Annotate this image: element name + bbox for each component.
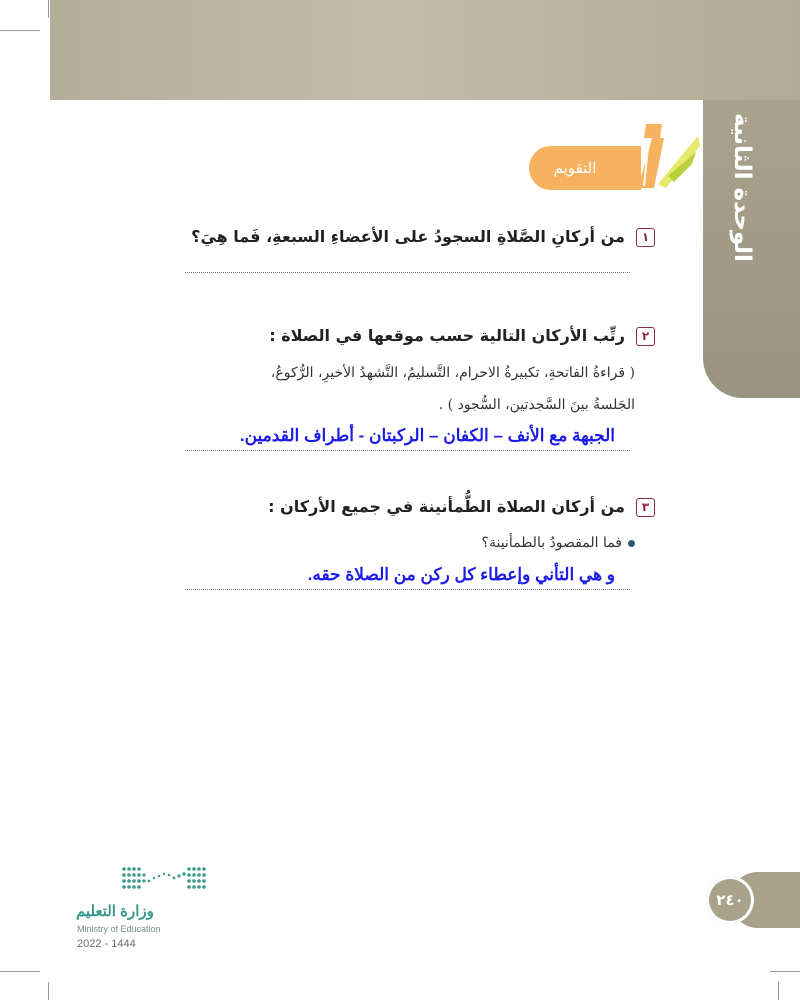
answer-line [185, 589, 630, 590]
answer-text: و هي التأني وإعطاء كل ركن من الصلاة حقه. [307, 565, 615, 584]
question-body-line: الجَلسةُ بينَ السَّجدتين، السُّجود ) . [438, 397, 635, 413]
header-band [50, 0, 800, 100]
question-number: ٣ [636, 498, 655, 517]
unit-title: الوحدة الثانية [729, 113, 755, 262]
crop-mark [48, 982, 49, 1000]
ministry-logo-icon [118, 864, 210, 892]
section-label: التقويم [529, 146, 641, 190]
question-text: من أركانِ الصَّلاةِ السجودُ على الأعضاءِ السبعةِ، فَما هِيَ؟ [191, 227, 625, 246]
question-body-line: ( قراءةُ الفاتحةِ، تكبيرةُ الاحرام، التَّسليمُ، التَّشهدُ الأخيرِ، الرُّكوعُ، [270, 365, 635, 381]
crop-mark [778, 982, 779, 1000]
answer-text: الجبهة مع الأنف – الكفان – الركبتان - أطراف القدمين. [239, 426, 615, 445]
page-number: ٢٤٠ [706, 876, 754, 924]
question-text: رتِّب الأركان التالية حسب موقعها في الصلاة : [269, 326, 625, 345]
question-text: من أركان الصلاة الطُّمأنينة في جميع الأركان : [268, 497, 625, 516]
question-3 [155, 497, 655, 517]
question-2 [155, 326, 655, 346]
ministry-name-ar: وزارة التعليم [76, 903, 154, 920]
crop-mark [0, 971, 40, 972]
crop-mark [770, 971, 800, 972]
answer-line [185, 272, 630, 273]
question-number: ٢ [636, 327, 655, 346]
sub-question-text: فما المقصودُ بالطمأنينة؟ [481, 535, 622, 551]
answer-line [185, 450, 630, 451]
ministry-years: 2022 - 1444 [77, 938, 136, 950]
bullet-icon [628, 540, 635, 547]
question-number: ١ [636, 228, 655, 247]
crop-mark [0, 30, 40, 31]
crop-mark [48, 0, 49, 18]
question-1 [155, 227, 655, 247]
sub-question [235, 535, 635, 551]
ministry-name-en: Ministry of Education [77, 924, 161, 934]
